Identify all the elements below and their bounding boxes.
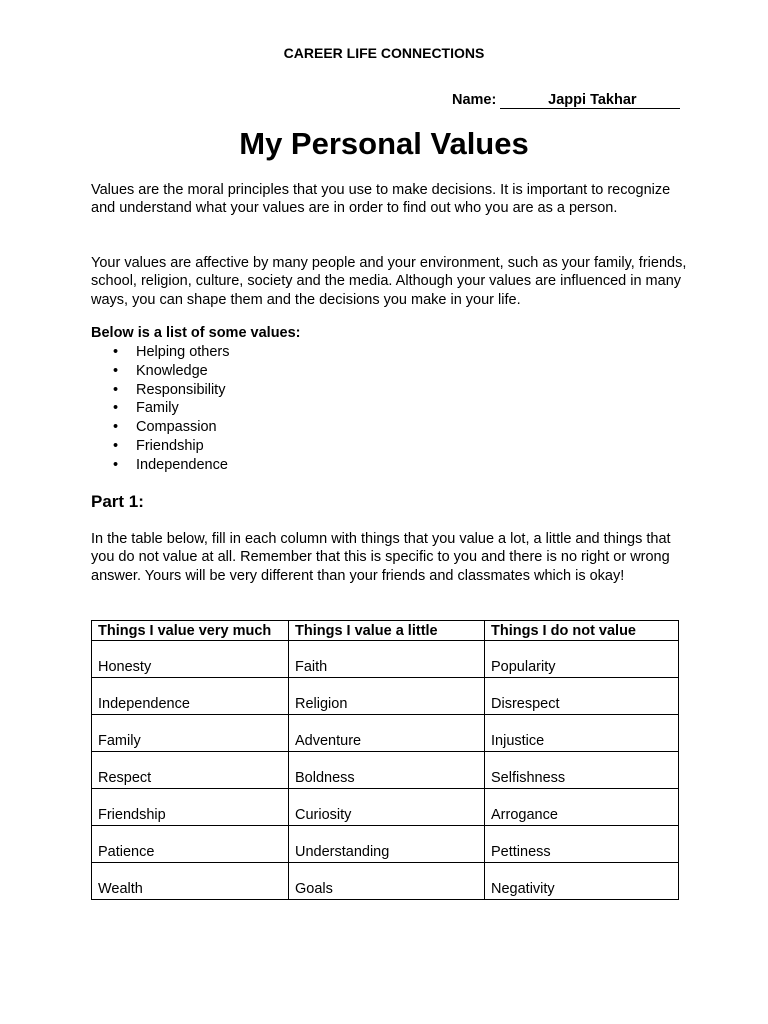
value-very-much-cell: Family: [92, 715, 289, 752]
do-not-value-cell: Disrespect: [485, 678, 679, 715]
list-item: [91, 362, 230, 381]
influence-paragraph: Your values are affective by many people and your environment, such as your family, friends, school, religion, culture, society and the media. Although your values are influenced in many ways, you can shape them and the decisions you make in your life.: [91, 255, 687, 308]
list-item: [91, 437, 230, 456]
value-very-much-cell: Honesty: [92, 641, 289, 678]
bullet-icon: •: [113, 362, 119, 379]
value-very-much-cell: Wealth: [92, 863, 289, 900]
document-header: CAREER LIFE CONNECTIONS: [283, 45, 485, 61]
bullet-icon: •: [113, 437, 119, 454]
value-a-little-cell: Faith: [289, 641, 485, 678]
list-item-label: Friendship: [136, 437, 204, 454]
bullet-icon: •: [113, 456, 119, 473]
bullet-icon: •: [113, 381, 119, 398]
values-list: [91, 343, 230, 475]
do-not-value-cell: Pettiness: [485, 826, 679, 863]
list-item-label: Independence: [136, 456, 228, 473]
table-header-row: [92, 621, 679, 641]
list-item: [91, 456, 230, 475]
value-a-little-cell: Understanding: [289, 826, 485, 863]
list-item: [91, 343, 230, 362]
list-heading: Below is a list of some values:: [91, 325, 301, 341]
column-header-value-a-little: Things I value a little: [289, 621, 485, 641]
value-a-little-cell: Curiosity: [289, 789, 485, 826]
do-not-value-cell: Injustice: [485, 715, 679, 752]
part-instructions: In the table below, fill in each column with things that you value a lot, a little and things that you do not value at all. Remember that this is specific to you and there is no right or wrong answer. Yours will be very different than your friends and classmates which is okay!: [91, 531, 671, 584]
list-item: [91, 381, 230, 400]
value-very-much-cell: Independence: [92, 678, 289, 715]
table-row: [92, 641, 679, 678]
part-heading: Part 1:: [91, 492, 144, 511]
list-item-label: Knowledge: [136, 362, 208, 379]
list-item: [91, 418, 230, 437]
value-a-little-cell: Religion: [289, 678, 485, 715]
value-a-little-cell: Adventure: [289, 715, 485, 752]
list-item-label: Family: [136, 400, 179, 417]
table-row: [92, 789, 679, 826]
list-item-label: Responsibility: [136, 381, 226, 398]
bullet-icon: •: [113, 419, 119, 436]
list-item-label: Compassion: [136, 419, 217, 436]
list-item-label: Helping others: [136, 344, 230, 360]
table-row: [92, 678, 679, 715]
name-line: [452, 92, 680, 109]
value-very-much-cell: Friendship: [92, 789, 289, 826]
page-title: My Personal Values: [239, 126, 529, 161]
table-row: [92, 752, 679, 789]
intro-paragraph: Values are the moral principles that you use to make decisions. It is important to recognize and understand what your values are in order to find out who you are as a person.: [91, 182, 671, 217]
value-a-little-cell: Boldness: [289, 752, 485, 789]
name-label: Name:: [452, 92, 497, 108]
do-not-value-cell: Popularity: [485, 641, 679, 678]
do-not-value-cell: Arrogance: [485, 789, 679, 826]
value-very-much-cell: Patience: [92, 826, 289, 863]
value-a-little-cell: Goals: [289, 863, 485, 900]
do-not-value-cell: Negativity: [485, 863, 679, 900]
value-very-much-cell: Respect: [92, 752, 289, 789]
table-row: [92, 826, 679, 863]
name-value: Jappi Takhar: [500, 92, 680, 109]
list-item: [91, 399, 230, 418]
table-row: [92, 715, 679, 752]
values-table: [91, 620, 679, 900]
column-header-value-very-much: Things I value very much: [92, 621, 289, 641]
do-not-value-cell: Selfishness: [485, 752, 679, 789]
column-header-do-not-value: Things I do not value: [485, 621, 679, 641]
bullet-icon: •: [113, 344, 119, 360]
table-body: [92, 641, 679, 900]
table-row: [92, 863, 679, 900]
bullet-icon: •: [113, 400, 119, 417]
